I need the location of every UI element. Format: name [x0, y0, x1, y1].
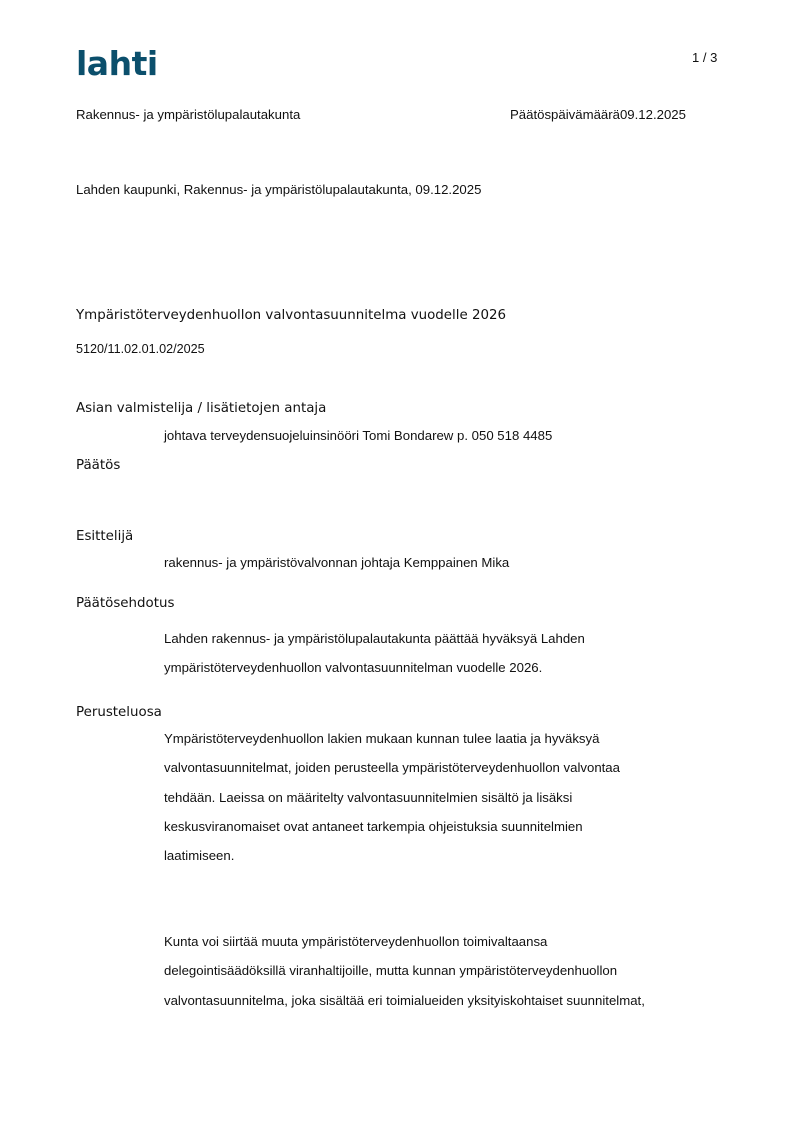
decision-heading: Päätös — [76, 458, 121, 473]
rationale-line: delegointisäädöksillä viranhaltijoille, mutta kunnan ympäristöterveydenhuollon — [164, 963, 618, 978]
rationale-line: Ympäristöterveydenhuollon lakien mukaan kunnan tulee laatia ja hyväksyä — [164, 731, 600, 746]
presenter-text: rakennus- ja ympäristövalvonnan johtaja Kemppainen Mika — [164, 555, 510, 570]
rationale-heading: Perusteluosa — [76, 705, 162, 720]
proposal-line: Lahden rakennus- ja ympäristölupalautakunta päättää hyväksyä Lahden — [164, 631, 585, 646]
preparer-heading: Asian valmistelija / lisätietojen antaja — [76, 401, 327, 416]
document-title: Ympäristöterveydenhuollon valvontasuunnitelma vuodelle 2026 — [76, 308, 507, 323]
rationale-line: keskusviranomaiset ovat antaneet tarkempia ohjeistuksia suunnitelmien — [164, 819, 583, 834]
organization-line: Lahden kaupunki, Rakennus- ja ympäristölupalautakunta, 09.12.2025 — [76, 182, 482, 197]
presenter-heading: Esittelijä — [76, 529, 134, 544]
rationale-line: tehdään. Laeissa on määritelty valvontasuunnitelmien sisältö ja lisäksi — [164, 790, 573, 805]
rationale-line: Kunta voi siirtää muuta ympäristöterveydenhuollon toimivaltaansa — [164, 934, 548, 949]
rationale-line: laatimiseen. — [164, 848, 235, 863]
proposal-heading: Päätösehdotus — [76, 596, 175, 611]
committee-name: Rakennus- ja ympäristölupalautakunta — [76, 107, 301, 122]
rationale-line: valvontasuunnitelmat, joiden perusteella ympäristöterveydenhuollon valvontaa — [164, 760, 620, 775]
preparer-text: johtava terveydensuojeluinsinööri Tomi Bondarew p. 050 518 4485 — [164, 428, 553, 443]
proposal-line: ympäristöterveydenhuollon valvontasuunnitelman vuodelle 2026. — [164, 660, 543, 675]
decision-date: Päätöspäivämäärä09.12.2025 — [510, 107, 686, 122]
page-indicator: 1 / 3 — [692, 50, 718, 65]
lahti-logo: lahti — [76, 44, 158, 83]
document-reference: 5120/11.02.01.02/2025 — [76, 342, 205, 356]
rationale-line: valvontasuunnitelma, joka sisältää eri toimialueiden yksityiskohtaiset suunnitelmat, — [164, 993, 645, 1008]
